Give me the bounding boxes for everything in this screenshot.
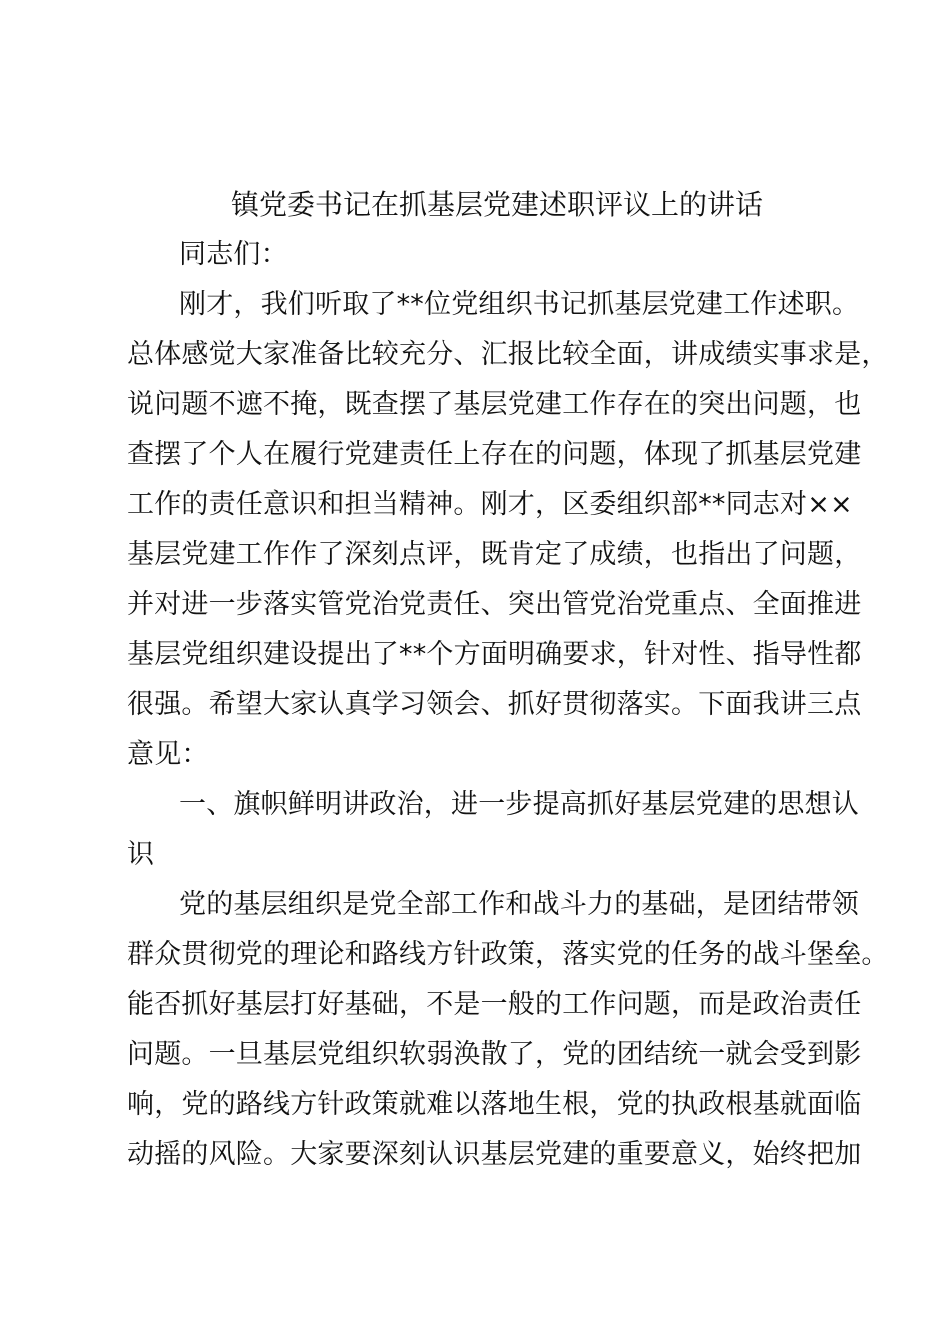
- paragraph-line: 工作的责任意识和担当精神。刚才，区委组织部**同志对××: [127, 489, 853, 520]
- paragraph-line: 并对进一步落实管党治党责任、突出管党治党重点、全面推进: [127, 589, 862, 620]
- paragraph-line: 刚才，我们听取了**位党组织书记抓基层党建工作述职。: [179, 289, 860, 320]
- document-title: 镇党委书记在抓基层党建述职评议上的讲话: [230, 188, 763, 221]
- paragraph-line: 动摇的风险。大家要深刻认识基层党建的重要意义，始终把加: [127, 1139, 862, 1170]
- paragraph-line: 意见：: [127, 739, 209, 770]
- paragraph-line: 党的基层组织是党全部工作和战斗力的基础，是团结带领: [179, 889, 859, 920]
- heading-line: 识: [127, 839, 155, 870]
- paragraph-line: 响，党的路线方针政策就难以落地生根，党的执政根基就面临: [127, 1089, 862, 1120]
- paragraph-line: 群众贯彻党的理论和路线方针政策，落实党的任务的战斗堡垒。: [127, 939, 889, 970]
- paragraph-line: 基层党组织建设提出了**个方面明确要求，针对性、指导性都: [127, 639, 862, 670]
- paragraph-line: 说问题不遮不掩，既查摆了基层党建工作存在的突出问题，也: [127, 389, 862, 420]
- paragraph-line: 基层党建工作作了深刻点评，既肯定了成绩，也指出了问题，: [127, 539, 862, 570]
- section-heading-1: [127, 780, 859, 880]
- paragraph-line: 查摆了个人在履行党建责任上存在的问题，体现了抓基层党建: [127, 439, 862, 470]
- document-body: [127, 180, 889, 1180]
- paragraph-line: 总体感觉大家准备比较充分、汇报比较全面，讲成绩实事求是，: [127, 339, 889, 370]
- paragraph-section-1: [127, 880, 889, 1180]
- paragraph-line: 问题。一旦基层党组织软弱涣散了，党的团结统一就会受到影: [127, 1039, 862, 1070]
- salutation: 同志们：: [179, 239, 288, 270]
- paragraph-line: 能否抓好基层打好基础，不是一般的工作问题，而是政治责任: [127, 989, 862, 1020]
- heading-line: 一、旗帜鲜明讲政治，进一步提高抓好基层党建的思想认: [179, 789, 859, 820]
- paragraph-opening: [127, 280, 889, 780]
- paragraph-line: 很强。希望大家认真学习领会、抓好贯彻落实。下面我讲三点: [127, 689, 862, 720]
